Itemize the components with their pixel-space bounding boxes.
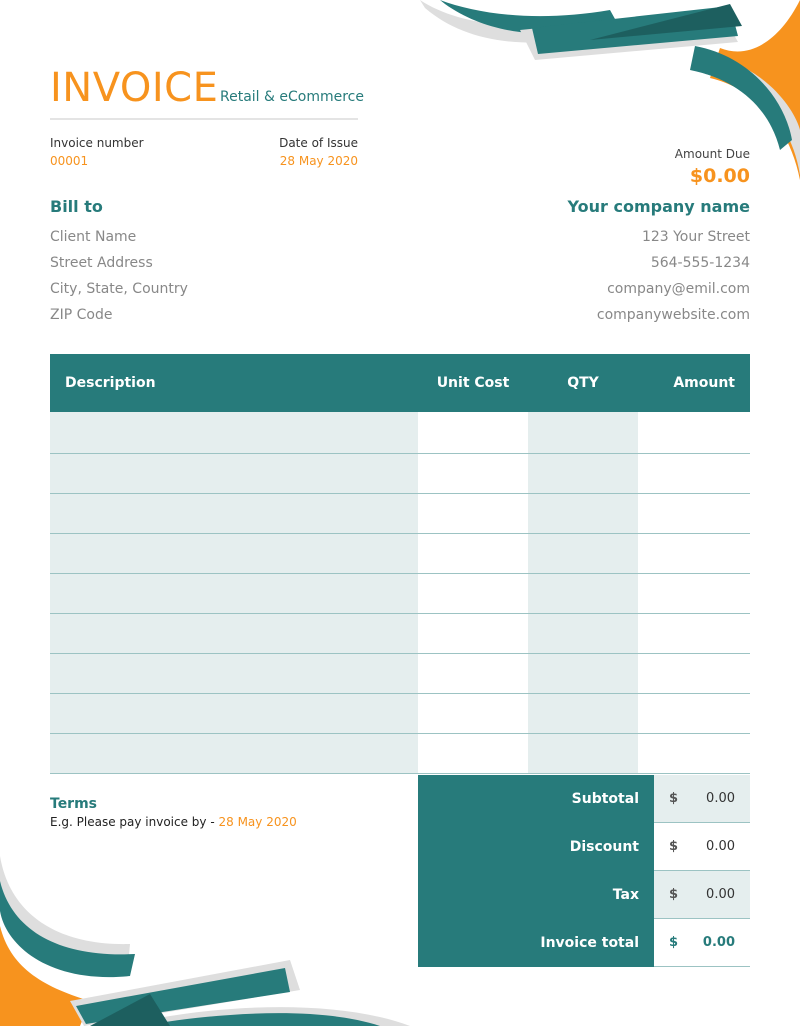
description-cell[interactable] xyxy=(50,412,418,454)
company-phone: 564-555-1234 xyxy=(650,255,750,271)
amount-cell[interactable] xyxy=(638,654,750,694)
invoice-number-label: Invoice number xyxy=(50,136,144,150)
invoice-subtitle: Retail & eCommerce xyxy=(220,89,364,105)
invoice-number: 00001 xyxy=(50,154,89,168)
description-cell[interactable] xyxy=(50,454,418,494)
unit-cost-header: Unit Cost xyxy=(418,354,528,412)
title-divider xyxy=(50,118,358,120)
subtotal-row xyxy=(418,775,750,823)
description-cell[interactable] xyxy=(50,574,418,614)
tax-label: Tax xyxy=(418,871,654,919)
company-name: Your company name xyxy=(567,197,750,216)
client-street: Street Address xyxy=(50,255,153,271)
qty-cell[interactable] xyxy=(528,494,638,534)
amount-cell[interactable] xyxy=(638,454,750,494)
qty-cell[interactable] xyxy=(528,574,638,614)
tax-value[interactable]: 0.00 xyxy=(697,871,750,919)
table-row xyxy=(50,412,750,454)
currency-symbol: $ xyxy=(654,775,697,823)
terms-text-prefix: E.g. Please pay invoice by - xyxy=(50,815,219,829)
unit-cost-cell[interactable] xyxy=(418,454,528,494)
terms-heading: Terms xyxy=(50,796,98,812)
invoice-total-label: Invoice total xyxy=(418,919,654,967)
bottom-left-decoration xyxy=(0,826,420,1026)
currency-symbol: $ xyxy=(654,871,697,919)
description-cell[interactable] xyxy=(50,534,418,574)
client-city: City, State, Country xyxy=(50,281,188,297)
description-cell[interactable] xyxy=(50,734,418,774)
unit-cost-cell[interactable] xyxy=(418,654,528,694)
amount-header: Amount xyxy=(638,354,750,412)
subtotal-label: Subtotal xyxy=(418,775,654,823)
amount-cell[interactable] xyxy=(638,494,750,534)
unit-cost-cell[interactable] xyxy=(418,412,528,454)
unit-cost-cell[interactable] xyxy=(418,494,528,534)
unit-cost-cell[interactable] xyxy=(418,694,528,734)
currency-symbol: $ xyxy=(654,823,697,871)
amount-cell[interactable] xyxy=(638,574,750,614)
bill-to-heading: Bill to xyxy=(50,197,103,216)
totals-table xyxy=(418,775,750,967)
currency-symbol: $ xyxy=(654,919,697,967)
invoice-total-value: 0.00 xyxy=(697,919,750,967)
description-cell[interactable] xyxy=(50,494,418,534)
qty-cell[interactable] xyxy=(528,454,638,494)
terms-text xyxy=(50,815,297,829)
discount-value[interactable]: 0.00 xyxy=(697,823,750,871)
discount-row xyxy=(418,823,750,871)
terms-due-date: 28 May 2020 xyxy=(218,815,297,829)
table-row xyxy=(50,694,750,734)
date-of-issue: 28 May 2020 xyxy=(279,154,358,168)
amount-cell[interactable] xyxy=(638,412,750,454)
table-row xyxy=(50,454,750,494)
table-row xyxy=(50,614,750,654)
date-of-issue-label: Date of Issue xyxy=(279,136,358,150)
amount-due-value: $0.00 xyxy=(689,165,750,187)
qty-cell[interactable] xyxy=(528,614,638,654)
invoice-title: INVOICE xyxy=(50,65,219,111)
qty-cell[interactable] xyxy=(528,534,638,574)
qty-cell[interactable] xyxy=(528,694,638,734)
amount-cell[interactable] xyxy=(638,534,750,574)
discount-label: Discount xyxy=(418,823,654,871)
unit-cost-cell[interactable] xyxy=(418,614,528,654)
amount-cell[interactable] xyxy=(638,694,750,734)
description-cell[interactable] xyxy=(50,654,418,694)
company-website: companywebsite.com xyxy=(596,307,750,323)
client-name: Client Name xyxy=(50,229,137,245)
description-cell[interactable] xyxy=(50,614,418,654)
client-zip: ZIP Code xyxy=(50,307,113,323)
table-row xyxy=(50,534,750,574)
tax-row xyxy=(418,871,750,919)
subtotal-value: 0.00 xyxy=(697,775,750,823)
invoice-total-row xyxy=(418,919,750,967)
qty-cell[interactable] xyxy=(528,654,638,694)
qty-cell[interactable] xyxy=(528,412,638,454)
description-header: Description xyxy=(50,354,418,412)
table-row xyxy=(50,734,750,774)
unit-cost-cell[interactable] xyxy=(418,534,528,574)
unit-cost-cell[interactable] xyxy=(418,734,528,774)
table-row xyxy=(50,574,750,614)
table-header-row xyxy=(50,354,750,412)
table-row xyxy=(50,494,750,534)
description-cell[interactable] xyxy=(50,694,418,734)
company-email: company@emil.com xyxy=(607,281,750,297)
line-items-table xyxy=(50,354,750,774)
amount-cell[interactable] xyxy=(638,734,750,774)
amount-cell[interactable] xyxy=(638,614,750,654)
unit-cost-cell[interactable] xyxy=(418,574,528,614)
company-street: 123 Your Street xyxy=(641,229,750,245)
amount-due-label: Amount Due xyxy=(674,147,750,161)
table-row xyxy=(50,654,750,694)
qty-header: QTY xyxy=(528,354,638,412)
qty-cell[interactable] xyxy=(528,734,638,774)
